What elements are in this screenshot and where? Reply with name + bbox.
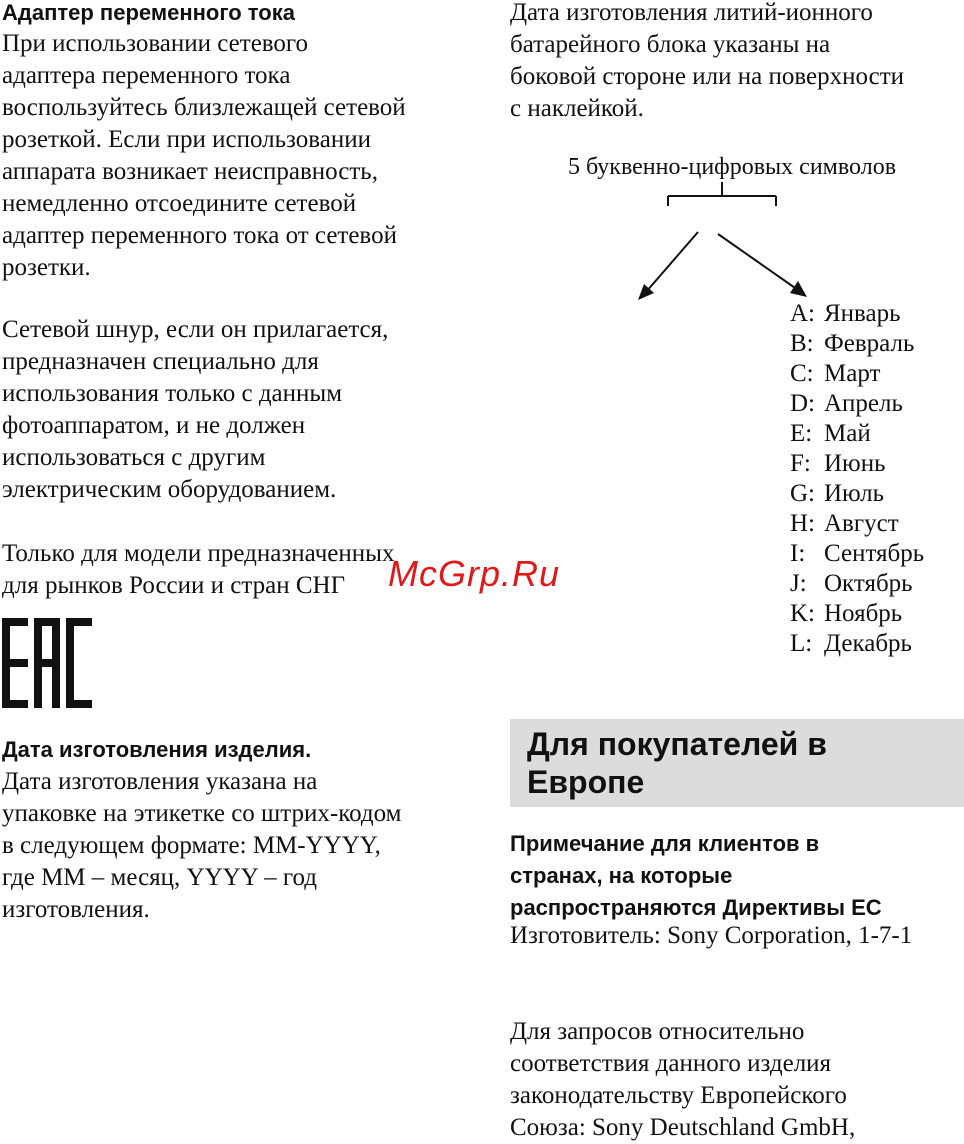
text-line: предназначен специально для — [2, 348, 319, 375]
mfg-date-text — [2, 766, 401, 926]
text-line: Сетевой шнур, если он прилагается, — [2, 316, 389, 343]
manufacturer-text: Изготовитель: Sony Corporation, 1-7-1 — [510, 922, 913, 949]
eu-note-heading — [510, 828, 882, 924]
month-row: L: Декабрь — [790, 630, 912, 657]
power-cord-text — [2, 314, 388, 506]
text-line: для рынков России и стран СНГ — [2, 572, 346, 599]
text-line: При использовании сетевого — [2, 30, 309, 57]
text-line: аппарата возникает неисправность, — [2, 158, 378, 185]
text-line: использования только с данным — [2, 380, 343, 407]
europe-section-header — [510, 719, 964, 807]
text-line: использоваться с другим — [2, 444, 266, 471]
text-line: Дата изготовления указана на — [2, 768, 318, 795]
month-row: H: Август — [790, 510, 899, 537]
month-row: A: Январь — [790, 300, 901, 327]
month-row: E: Май — [790, 420, 871, 447]
arrow-left-line — [646, 232, 698, 292]
text-line: немедленно отсоедините сетевой — [2, 190, 357, 217]
text-line: адаптера переменного тока — [2, 62, 291, 89]
eac-logo — [2, 618, 92, 708]
text-line: изготовления. — [2, 896, 150, 923]
europe-title-line1: Для покупателей в — [527, 726, 827, 762]
text-line: розеткой. Если при использовании — [2, 126, 371, 153]
text-line: где MM – месяц, YYYY – год — [2, 864, 317, 891]
month-row: G: Июль — [790, 480, 884, 507]
month-row: I: Сентябрь — [790, 540, 925, 567]
text-line: батарейного блока указаны на — [510, 31, 831, 58]
text-line: воспользуйтесь близлежащей сетевой — [2, 94, 406, 121]
heading-line: Примечание для клиентов в — [510, 831, 820, 856]
month-row: F: Июнь — [790, 450, 886, 477]
text-line: Для запросов относительно — [510, 1018, 805, 1045]
text-line: с наклейкой. — [510, 95, 644, 122]
arrow-right-line — [718, 234, 798, 290]
text-line: электрическим оборудованием. — [2, 476, 337, 503]
text-line: адаптер переменного тока от сетевой — [2, 222, 397, 249]
heading-line: распространяются Директивы ЕС — [510, 895, 882, 920]
month-row: J: Октябрь — [790, 570, 913, 597]
month-row: K: Ноябрь — [790, 600, 903, 627]
text-line: соответствия данного изделия — [510, 1050, 832, 1077]
text-line: фотоаппаратом, и не должен — [2, 412, 306, 439]
text-line: боковой стороне или на поверхности — [510, 63, 905, 90]
text-line: упаковке на этикетке со штрих-кодом — [2, 800, 402, 827]
text-line: Только для модели предназначенных — [2, 540, 395, 567]
text-line: Дата изготовления литий-ионного — [510, 0, 873, 26]
month-code-list — [790, 299, 924, 659]
text-line: розетки. — [2, 254, 91, 281]
eu-inquiries-text — [510, 1016, 855, 1144]
diagram-arrows — [0, 0, 964, 320]
text-line: законодательству Европейского — [510, 1082, 847, 1109]
month-row: C: Март — [790, 360, 881, 387]
europe-title-line2: Европе — [527, 764, 645, 800]
ac-adapter-heading: Адаптер переменного тока — [2, 0, 295, 25]
month-row: D: Апрель — [790, 390, 903, 417]
cis-models-text — [2, 538, 394, 602]
diagram-caption: 5 буквенно-цифровых символов — [568, 154, 897, 180]
month-row: B: Февраль — [790, 330, 915, 357]
watermark: McGrp.Ru — [388, 553, 561, 594]
heading-line: странах, на которые — [510, 863, 733, 888]
mfg-date-heading: Дата изготовления изделия. — [2, 737, 312, 762]
arrow-right-head — [790, 281, 807, 297]
text-line: в следующем формате: MM-YYYY, — [2, 832, 381, 859]
text-line: Союза: Sony Deutschland GmbH, — [510, 1114, 856, 1141]
